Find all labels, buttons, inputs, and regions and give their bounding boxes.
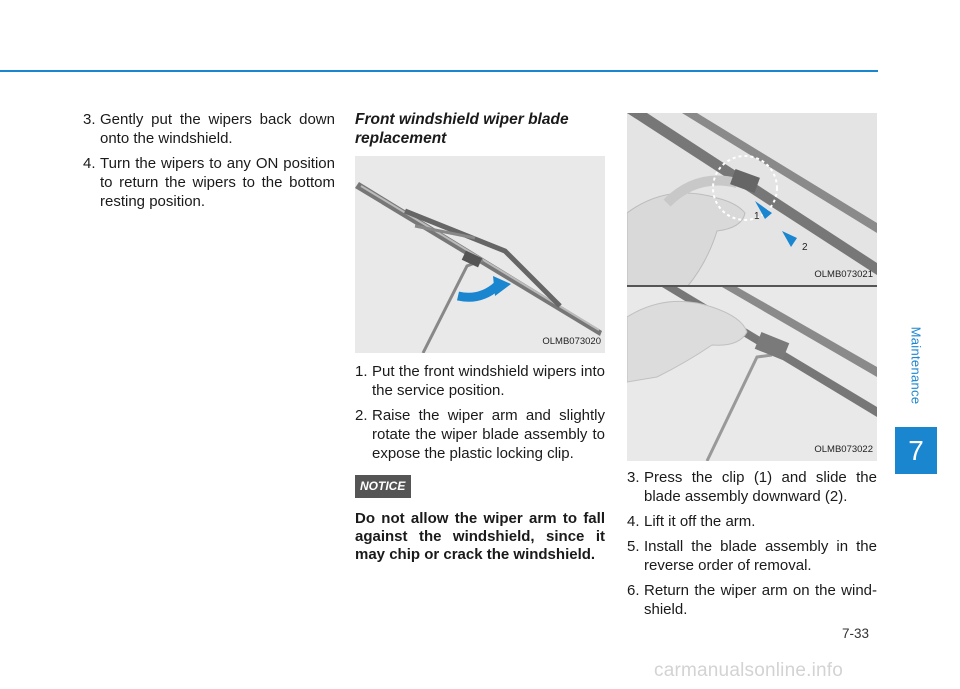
- wiper-blade-illustration: [355, 156, 605, 353]
- step-item: [627, 537, 877, 575]
- figure-code: OLMB073020: [542, 336, 601, 347]
- step-number: 2.: [355, 407, 368, 424]
- step-list-2: [355, 362, 605, 463]
- wiper-service-position-figure: [355, 156, 605, 353]
- section-heading: Front windshield wiper blade replacement: [355, 111, 569, 147]
- step-item: [627, 512, 877, 531]
- clip-release-illustration: [627, 113, 877, 287]
- step-number: 4.: [83, 155, 96, 172]
- step-item: [627, 468, 877, 506]
- step-number: 3.: [83, 111, 96, 128]
- clip-release-figure: [627, 113, 877, 287]
- step-list-1: [83, 110, 335, 211]
- step-text: Put the front windshield wipers into the service position.: [372, 363, 605, 399]
- notice-text: Do not allow the wiper arm to fall against the windshield, since it may chip or crack the windshield.: [355, 510, 605, 563]
- callout-1: 1: [754, 211, 760, 222]
- section-tab-label: Maintenance: [908, 326, 924, 404]
- step-item: [83, 154, 335, 211]
- step-text: Gently put the wipers back down onto the windshield.: [100, 111, 335, 147]
- step-item: [355, 362, 605, 400]
- notice-badge: NOTICE: [355, 475, 411, 498]
- step-text: Turn the wipers to any ON position to return the wipers to the bottom resting position.: [100, 155, 335, 210]
- section-tab-number: 7: [895, 427, 937, 474]
- step-text: Lift it off the arm.: [644, 513, 756, 530]
- step-text: Install the blade assembly in the reverse order of removal.: [644, 538, 877, 574]
- callout-2: 2: [802, 242, 808, 253]
- watermark: carmanualsonline.info: [654, 660, 844, 681]
- figure-code: OLMB073021: [814, 269, 873, 280]
- step-item: [355, 406, 605, 463]
- step-list-3: [627, 468, 877, 619]
- step-number: 4.: [627, 513, 640, 530]
- column-2: [355, 110, 605, 564]
- step-number: 3.: [627, 469, 640, 486]
- header-rule: [0, 70, 878, 72]
- step-number: 5.: [627, 538, 640, 555]
- lift-off-illustration: [627, 287, 877, 461]
- notice-block: [355, 475, 605, 564]
- step-number: 1.: [355, 363, 368, 380]
- step-item: [627, 581, 877, 619]
- step-text: Raise the wiper arm and slightly rotate the wiper blade assembly to expose the plastic locking clip.: [372, 407, 605, 462]
- step-text: Return the wiper arm on the wind-shield.: [644, 582, 877, 618]
- step-text: Press the clip (1) and slide the blade assembly downward (2).: [644, 469, 877, 505]
- figure-code: OLMB073022: [814, 444, 873, 455]
- step-item: [83, 110, 335, 148]
- column-3: [627, 113, 877, 625]
- column-1: [83, 110, 335, 217]
- step-number: 6.: [627, 582, 640, 599]
- page-number: 7-33: [842, 626, 870, 641]
- lift-off-figure: [627, 287, 877, 461]
